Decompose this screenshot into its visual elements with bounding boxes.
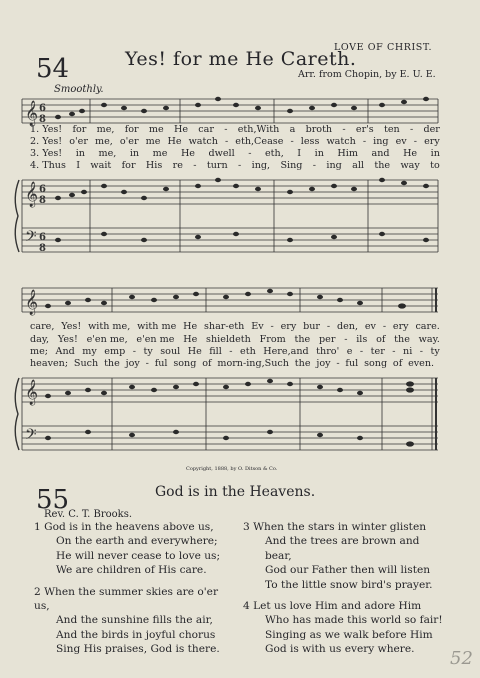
verse: 4 Let us love Him and adore Him Who has made this world so fair! Singing as we walk before Him God is with us every where. [243, 600, 443, 656]
lyric-line: heaven; Such the joy - ful song of morn-ing,Such the joy - ful song of even. [30, 358, 435, 369]
svg-text:6: 6 [39, 184, 46, 195]
lyric-line: me; And my emp - ty soul He fill - eth Here,and thro' e - ter - ni - ty [30, 346, 440, 357]
lyric-line: 1. Yes! for me, for me He car - eth,With a broth - er's ten - der [30, 124, 440, 135]
verse: 3 When the stars in winter glisten And the trees are brown and bear, God our Father then will listen To the little snow bird's prayer. [243, 521, 433, 591]
svg-text:𝄞: 𝄞 [25, 380, 39, 405]
page-number: 52 [450, 648, 473, 669]
hymn-number: 55 [36, 485, 70, 515]
svg-text:𝄞: 𝄞 [25, 182, 39, 207]
verses-left-column [34, 520, 230, 664]
svg-text:8: 8 [39, 195, 46, 206]
svg-text:6: 6 [39, 232, 46, 243]
verses-right-column [243, 520, 443, 664]
svg-text:8: 8 [39, 243, 46, 254]
verse: 2 When the summer skies are o'er us, And the sunshine fills the air, And the birds in joyful chorus Sing His praises, God is there. [34, 585, 220, 656]
svg-text:𝄞: 𝄞 [25, 290, 39, 315]
lyric-line: 4. Thus I wait for His re - turn - ing, Sing - ing all the way to [30, 160, 440, 171]
grand-staff-system2 [12, 370, 440, 460]
verse: 1 God is in the heavens above us, On the earth and everywhere; He will never cease to love us; We are children of His care. [34, 521, 221, 577]
lyric-line: 2. Yes! o'er me, o'er me He watch - eth,Cease - less watch - ing ev - ery [30, 136, 440, 147]
lyric-line: care, Yes! with me, with me He shar-eth Ev - ery bur - den, ev - ery care. [30, 321, 440, 332]
svg-text:𝄞: 𝄞 [25, 101, 39, 126]
hymn-number: 54 [36, 54, 70, 84]
hymn-title: Yes! for me He Careth. [125, 48, 357, 70]
author-credit: Rev. C. T. Brooks. [44, 509, 133, 520]
lyric-line: day, Yes! e'en me, e'en me He shieldeth From the per - ils of the way. [30, 334, 440, 345]
arranger-credit: Arr. from Chopin, by E. U. E. [298, 69, 436, 80]
lyric-line: 3. Yes! in me, in me He dwell - eth, I in Him and He in [30, 148, 440, 159]
svg-text:6: 6 [39, 103, 46, 114]
hymn-title: God is in the Heavens. [155, 484, 316, 500]
tempo-marking: Smoothly. [54, 84, 104, 95]
grand-staff-system1 [12, 172, 440, 262]
treble-staff-system2 [22, 284, 440, 320]
copyright-notice: Copyright, 1888, by O. Ditson & Co. [186, 466, 278, 472]
page-topic: LOVE OF CHRIST. [334, 42, 433, 53]
svg-text:𝄢: 𝄢 [25, 228, 37, 249]
svg-text:8: 8 [39, 114, 46, 125]
svg-text:𝄢: 𝄢 [25, 426, 37, 447]
